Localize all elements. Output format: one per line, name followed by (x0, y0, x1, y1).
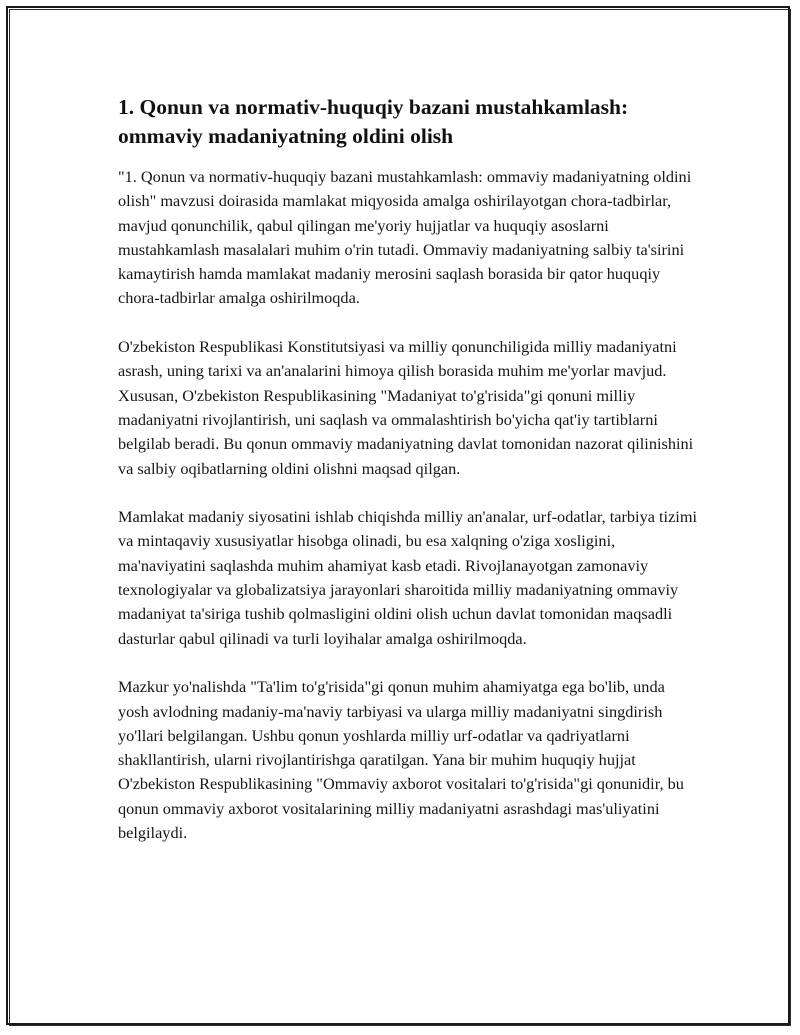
paragraph-4: Mazkur yo'nalishda "Ta'lim to'g'risida"gi qonun muhim ahamiyatga ega bo'lib, unda yosh avlodning madaniy-ma'naviy tarbiyasi va ularga milliy madaniyatni singdirish yo'llari belgilangan. Ushbu qonun yoshlarda milliy urf-odatlar va qadriyatlarni shakllantirish, ularni rivojlantirishga qaratilgan. Yana bir muhim huquqiy hujjat O'zbekiston Respublikasining "Ommaviy axborot vositalari to'g'risida"gi qonunidir, bu qonun ommaviy axborot vositalarining milliy madaniyatni asrashdagi mas'uliyatini belgilaydi. (118, 677, 684, 843)
paragraph-1: "1. Qonun va normativ-huquqiy bazani mustahkamlash: ommaviy madaniyatning oldini olish" mavzusi doirasida mamlakat miqyosida amalga oshirilayotgan chora-tadbirlar, mavjud qonunchilik, qabul qilingan me'yoriy hujjatlar va huquqiy asoslarni mustahkamlash masalalari muhim o'rin tutadi. Ommaviy madaniyatning salbiy ta'sirini kamaytirish hamda mamlakat madaniy merosini saqlash borasida bir qator huquqiy chora-tadbirlar amalga oshirilmoqda. (118, 167, 692, 308)
paragraph-3: Mamlakat madaniy siyosatini ishlab chiqishda milliy an'analar, urf-odatlar, tarbiya tizimi va mintaqaviy xususiyatlar hisobga olinadi, bu esa xalqning o'ziga xosligini, ma'naviyatini saqlashda muhim ahamiyat kasb etadi. Rivojlanayotgan zamonaviy texnologiyalar va globalizatsiya jarayonlari sharoitida milliy madaniyatning ommaviy madaniyat ta'siriga tushib qolmasligini oldini olish uchun davlat tomonidan maqsadli dasturlar qabul qilinadi va turli loyihalar amalga oshirilmoqda. (118, 507, 698, 648)
document-body (118, 93, 698, 845)
section-heading: 1. Qonun va normativ-huquqiy bazani mustahkamlash: ommaviy madaniyatning oldini olish (118, 95, 629, 148)
paragraph-2: O'zbekiston Respublikasi Konstitutsiyasi va milliy qonunchiligida milliy madaniyatni asrash, uning tarixi va an'analarini himoya qilish borasida muhim me'yorlar mavjud. Xususan, O'zbekiston Respublikasining "Madaniyat to'g'risida"gi qonuni milliy madaniyatni rivojlantirish, uni saqlash va ommalashtirish bo'yicha qat'iy tartiblarni belgilab beradi. Bu qonun ommaviy madaniyatning davlat tomonidan nazorat qilinishini va salbiy oqibatlarning oldini olishni maqsad qilgan. (118, 337, 694, 478)
